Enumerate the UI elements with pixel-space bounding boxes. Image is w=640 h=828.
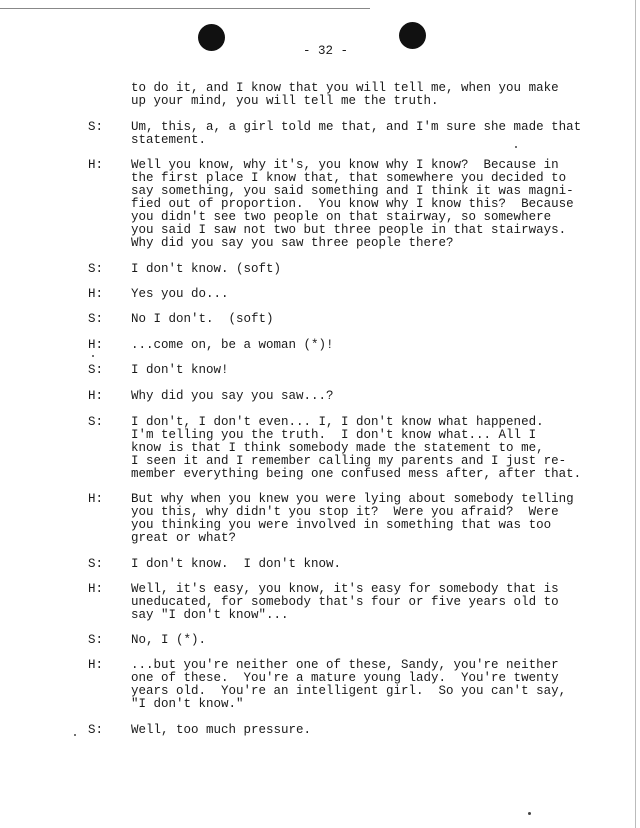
speaker-label: H: bbox=[88, 389, 104, 403]
dialogue-text: Yes you do... bbox=[131, 287, 229, 301]
dialogue-text: I don't know. I don't know. bbox=[131, 557, 342, 571]
dialogue-text: ...come on, be a woman (*)! bbox=[131, 338, 334, 352]
scan-speck bbox=[528, 812, 531, 815]
scan-speck bbox=[92, 355, 94, 357]
dialogue-text: No I don't. (soft) bbox=[131, 312, 274, 326]
dialogue-text: Um, this, a, a girl told me that, and I'm sure she made that statement. bbox=[131, 120, 582, 147]
speaker-label: S: bbox=[88, 723, 104, 737]
dialogue-text: But why when you knew you were lying about somebody telling you this, why didn't you stop it? Were you afraid? Were you thinking you were involved in something that was too great or what? bbox=[131, 492, 574, 545]
page-edge-line bbox=[0, 8, 370, 9]
speaker-label: S: bbox=[88, 557, 104, 571]
dialogue-text: Well, too much pressure. bbox=[131, 723, 312, 737]
speaker-label: H: bbox=[88, 287, 104, 301]
dialogue-text: I don't know. (soft) bbox=[131, 262, 282, 276]
dialogue-text: Well you know, why it's, you know why I know? Because in the first place I know that, that somewhere you decided to say something, you said something and I think it was magni- fied out of proportion. You know why I know this? Because you didn't see two people on that stairway, so somewhere you said I saw not two but three people in that stairways. Why did you say you saw three people there? bbox=[131, 158, 574, 250]
dialogue-text: ...but you're neither one of these, Sandy, you're neither one of these. You're a mature young lady. You're twenty years old. You're an intelligent girl. So you can't say, "I don't know." bbox=[131, 658, 567, 711]
speaker-label: S: bbox=[88, 633, 104, 647]
speaker-label: S: bbox=[88, 312, 104, 326]
dialogue-text: to do it, and I know that you will tell me, when you make up your mind, you will tell me the truth. bbox=[131, 81, 559, 108]
speaker-label: H: bbox=[88, 338, 104, 352]
speaker-label: H: bbox=[88, 582, 104, 596]
speaker-label: S: bbox=[88, 415, 104, 429]
dialogue-text: I don't, I don't even... I, I don't know what happened. I'm telling you the truth. I don't know what... All I know is that I think somebody made the statement to me, I seen it and I remember calling my parents and I just re- member everything being one confused mess after, after that. bbox=[131, 415, 582, 481]
speaker-label: S: bbox=[88, 262, 104, 276]
speaker-label: S: bbox=[88, 363, 104, 377]
dialogue-text: I don't know! bbox=[131, 363, 229, 377]
page-number: - 32 - bbox=[303, 44, 349, 58]
dialogue-text: No, I (*). bbox=[131, 633, 207, 647]
speaker-label: H: bbox=[88, 158, 104, 172]
speaker-label: S: bbox=[88, 120, 104, 134]
binder-hole-icon bbox=[399, 22, 426, 49]
scan-speck bbox=[74, 734, 76, 736]
dialogue-text: Why did you say you saw...? bbox=[131, 389, 334, 403]
scan-speck bbox=[515, 146, 517, 148]
binder-hole-icon bbox=[198, 24, 225, 51]
page-edge-line bbox=[635, 0, 636, 828]
speaker-label: H: bbox=[88, 658, 104, 672]
dialogue-text: Well, it's easy, you know, it's easy for somebody that is uneducated, for somebody that's four or five years old to say "I don't know"... bbox=[131, 582, 559, 622]
speaker-label: H: bbox=[88, 492, 104, 506]
